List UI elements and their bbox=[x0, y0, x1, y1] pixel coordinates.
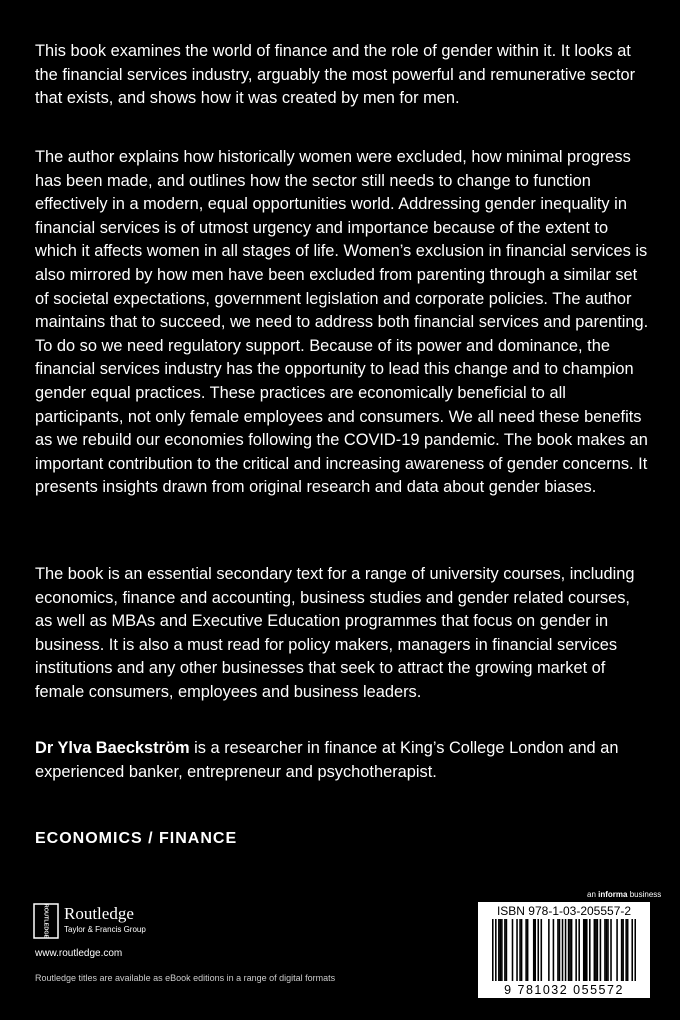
barcode-bar bbox=[571, 919, 573, 981]
author-bio-text: is a researcher in finance at King’s College London and an experienced banker, entrepreneur and psychotherapist. bbox=[35, 739, 619, 781]
routledge-logo-icon bbox=[33, 903, 59, 939]
barcode-bar bbox=[627, 919, 629, 981]
isbn-barcode bbox=[478, 902, 650, 998]
barcode-digits: 9 781032 055572 bbox=[504, 983, 624, 997]
barcode-bar bbox=[594, 919, 596, 981]
barcode-bar bbox=[569, 919, 571, 981]
barcode-bar bbox=[631, 919, 633, 981]
blurb-paragraph-1: This book examines the world of finance and the role of gender within it. It looks at the financial services industry, arguably the most powerful and remunerative sector that exists, and shows how it was created by men for men. bbox=[35, 42, 636, 108]
barcode-bar bbox=[533, 919, 535, 981]
barcode-bar bbox=[500, 919, 502, 981]
barcode-bar bbox=[595, 919, 597, 981]
barcode-bar bbox=[527, 919, 529, 981]
barcode-bar bbox=[506, 919, 508, 981]
informa-brand: informa bbox=[598, 890, 628, 899]
barcode-bar bbox=[516, 919, 518, 981]
barcode-bar bbox=[565, 919, 567, 981]
barcode-bar bbox=[600, 919, 602, 981]
barcode-bar bbox=[562, 919, 564, 981]
blurb-paragraph-3: The book is an essential secondary text for a range of university courses, including economics, finance and accounting, business studies and gender related courses, as well as MBAs and Executive Education programmes that focus on gender in business. It is also a must read for policy makers, managers in financial services institutions and any other businesses that seek to attract the growing market of female consumers, employees and business leaders. bbox=[35, 565, 635, 701]
barcode-bar bbox=[548, 919, 550, 981]
barcode-bar bbox=[616, 919, 618, 981]
barcode-bar bbox=[498, 919, 500, 981]
barcode-bar bbox=[512, 919, 514, 981]
routledge-logo-spine-text: ROUTLEDGE bbox=[42, 903, 49, 939]
author-name: Dr Ylva Baeckström bbox=[35, 739, 190, 757]
barcode-bar bbox=[583, 919, 585, 981]
barcode-bar bbox=[519, 919, 521, 981]
barcode-bar bbox=[525, 919, 527, 981]
publisher-website[interactable]: www.routledge.com bbox=[35, 948, 123, 959]
barcode-bar bbox=[521, 919, 523, 981]
barcode-bar bbox=[492, 919, 494, 981]
informa-prefix: an bbox=[587, 890, 599, 899]
barcode-bar bbox=[534, 919, 536, 981]
barcode-bar bbox=[575, 919, 577, 981]
barcode-bar bbox=[495, 919, 497, 981]
barcode-bar bbox=[553, 919, 555, 981]
barcode-bar bbox=[597, 919, 599, 981]
informa-suffix: business bbox=[627, 890, 662, 899]
barcode-bar bbox=[501, 919, 503, 981]
author-bio bbox=[35, 737, 650, 784]
barcode-bar bbox=[589, 919, 591, 981]
barcode-bar bbox=[610, 919, 612, 981]
publisher-name: Routledge bbox=[64, 904, 134, 923]
barcode-bar bbox=[621, 919, 623, 981]
barcode-bar bbox=[578, 919, 580, 981]
publisher-group: Taylor & Francis Group bbox=[64, 925, 146, 934]
informa-business-label bbox=[587, 890, 661, 899]
barcode-bar bbox=[604, 919, 606, 981]
publisher-wordmark bbox=[64, 904, 146, 936]
barcode-bar bbox=[622, 919, 624, 981]
barcode-bar bbox=[541, 919, 543, 981]
barcode-bar bbox=[606, 919, 608, 981]
barcode-bar bbox=[586, 919, 588, 981]
ebook-note: Routledge titles are available as eBook editions in a range of digital formats bbox=[35, 973, 336, 983]
blurb-paragraph-2: The author explains how historically women were excluded, how minimal progress has been made, and outlines how the sector still needs to change to function effectively in a modern, equal opportunities world. Addressing gender inequality in financial services is of utmost urgency and importance because of the extent to which it affects women in all stages of life. Women’s exclusion in financial services is also mirrored by how men have been excluded from parenting through a similar set of societal expectations, government legislation and corporate policies. The author maintains that to succeed, we need to address both financial services and parenting. To do so we need regulatory support. Because of its power and dominance, the financial services industry has the opportunity to lead this change and to champion gender equal practices. These practices are economically beneficial to all participants, not only female employees and consumers. We all need these benefits as we rebuild our economies following the COVID-19 pandemic. The book makes an important contribution to the critical and increasing awareness of gender concerns. It presents insights drawn from original research and data about gender biases. bbox=[35, 148, 649, 497]
barcode-bar bbox=[584, 919, 586, 981]
subject-category: ECONOMICS / FINANCE bbox=[35, 830, 238, 847]
isbn-label: ISBN 978-1-03-205557-2 bbox=[496, 904, 632, 918]
barcode-bars-icon bbox=[492, 919, 636, 985]
barcode-bar bbox=[634, 919, 636, 981]
barcode-bar bbox=[607, 919, 609, 981]
barcode-bar bbox=[557, 919, 559, 981]
barcode-bar bbox=[625, 919, 627, 981]
barcode-bar bbox=[504, 919, 506, 981]
barcode-bar bbox=[537, 919, 539, 981]
barcode-bar bbox=[568, 919, 570, 981]
barcode-bar bbox=[559, 919, 561, 981]
